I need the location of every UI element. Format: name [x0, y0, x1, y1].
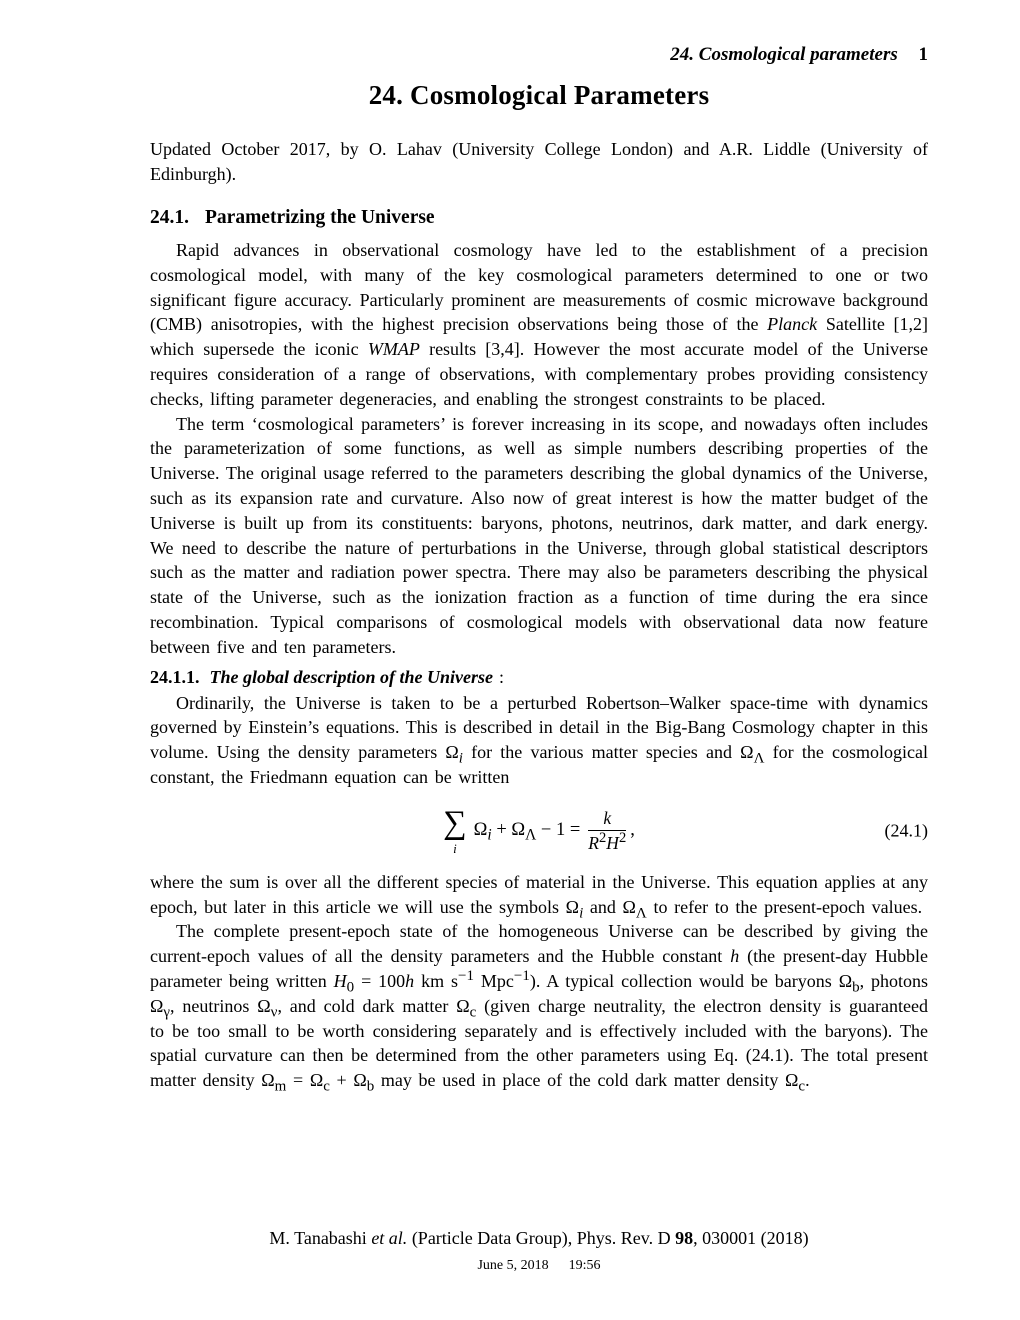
equation-expression	[443, 804, 635, 856]
byline: Updated October 2017, by O. Lahav (University College London) and A.R. Liddle (University of Edinburgh).	[150, 139, 928, 184]
article-title: 24. Cosmological Parameters	[368, 80, 710, 110]
paragraph-the-term: The term ‘cosmological parameters’ is forever increasing in its scope, and nowadays often includes the parameterization of some functions, as well as simple numbers describing properties of the Universe. The original usage referred to the parameters describing the global dynamics of the Universe, such as its expansion rate and curvature. Also now of great interest is how the matter budget of the Universe is built up from its constituents: baryons, photons, neutrinos, dark matter, and dark energy. We need to describe the nature of perturbations in the Universe, through global statistical descriptors such as the matter and radiation power spectra. There may also be parameters describing the physical state of the Universe, such as the ionization fraction as a function of time during the era since recombination. Typical comparisons of cosmological models with observational data now feature between five and ten parameters.	[150, 413, 928, 657]
paragraph-present-epoch: The complete present-epoch state of the homogeneous Universe can be described by giving the current-epoch values of all the density parameters and the Hubble constant h (the present-day Hubble parameter being written $H_0 = 100h$ km $s^{-1}$ Mpc$^{-1}$). A typical collection would be baryons $\Omega_b$, photons $\Omega_\gamma$, neutrinos $\Omega_\nu$, and cold dark matter $\Omega_c$ (given charge neutrality, the electron density is guaranteed to be too small to be worth considering separately and is effectively included with the baryons). The spatial curvature can then be determined from the other parameters using Eq. (24.1). The total present matter density $\Omega_m = \Omega_c + \Omega_b$ may be used in place of the cold dark matter density $\Omega_c$.	[150, 921, 929, 1095]
footer-date: June 5, 2018	[477, 1258, 549, 1273]
summation-index: i	[453, 840, 457, 856]
equation-number: (24.1)	[884, 820, 928, 841]
running-header-title: 24. Cosmological parameters	[670, 44, 898, 65]
subsection-title: The global description of the Universe	[209, 666, 493, 687]
section-number: 24.1.	[150, 207, 189, 228]
footer-time: 19:56	[568, 1258, 601, 1273]
summation-operator	[443, 804, 467, 856]
citation: M. Tanabashi et al. (Particle Data Group), Phys. Rev. D 98, 030001 (2018)	[269, 1228, 809, 1248]
section-heading	[150, 207, 928, 229]
equation-lhs: $\Omega_i + \Omega_\Lambda - 1$ =	[473, 820, 581, 844]
paragraph-rapid-advances: Rapid advances in observational cosmology have led to the establishment of a precision cosmological model, with many of the key cosmological parameters determined to one or two significant figure accuracy. Particularly prominent are measurements of cosmic microwave background (CMB) anisotropies, with the highest precision observations being those of the Planck Satellite [1,2] which supersede the iconic WMAP results [3,4]. However the most accurate model of the Universe requires consideration of a range of observations, with complementary probes providing consistency checks, lifting parameter degeneracies, and enabling the strongest constraints to be placed.	[150, 240, 929, 409]
section-title: Parametrizing the Universe	[205, 207, 435, 228]
fraction-denominator: $R^2H^2$	[588, 830, 627, 854]
summation-symbol: ∑	[443, 804, 467, 841]
page-content	[150, 44, 928, 1093]
paragraph-ordinarily: Ordinarily, the Universe is taken to be a perturbed Robertson–Walker space-time with dynamics governed by Einstein’s equations. This is described in detail in the Big-Bang Cosmology chapter in this volume. Using the density parameters $\Omega_i$ for the various matter species and $\Omega_\Lambda$ for the cosmological constant, the Friedmann equation can be written	[150, 692, 928, 787]
running-header	[150, 44, 928, 66]
page-number: 1	[918, 44, 928, 65]
fraction-numerator: k	[588, 808, 626, 831]
equation-24-1	[150, 800, 928, 862]
equation-fraction	[588, 808, 626, 853]
footer-datetime	[150, 1258, 928, 1274]
subsection-colon: :	[498, 666, 504, 687]
subsection-heading	[150, 667, 928, 688]
page-footer	[150, 1228, 928, 1274]
paragraph-where-sum: where the sum is over all the different species of material in the Universe. This equation applies at any epoch, but later in this article we will use the symbols $\Omega_i$ and $\Omega_\Lambda$ to refer to the present-epoch values.	[150, 871, 928, 922]
subsection-number: 24.1.1.	[150, 666, 200, 687]
equation-comma: ,	[630, 820, 635, 841]
